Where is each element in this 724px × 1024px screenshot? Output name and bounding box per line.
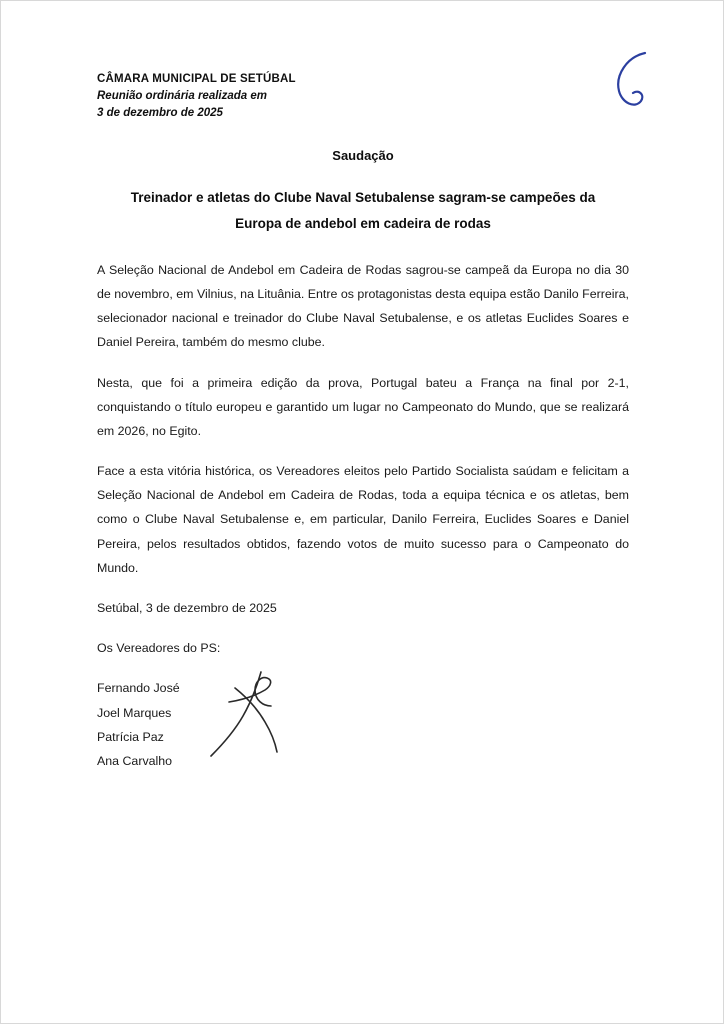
- signer-name: Joel Marques: [97, 705, 172, 720]
- signer-name: Patrícia Paz: [97, 729, 164, 744]
- signers-intro: Os Vereadores do PS:: [97, 641, 221, 656]
- meeting-line: Reunião ordinária realizada em: [97, 89, 268, 102]
- document-header: [97, 71, 629, 122]
- place-and-date: Setúbal, 3 de dezembro de 2025: [97, 601, 277, 616]
- institution-name: CÂMARA MUNICIPAL DE SETÚBAL: [97, 73, 296, 85]
- meeting-date: 3 de dezembro de 2025: [97, 106, 223, 119]
- signer-name: Fernando José: [97, 681, 180, 696]
- signers-list: [97, 676, 629, 773]
- paragraph-3: Face a esta vitória histórica, os Vereadores eleitos pelo Partido Socialista saúdam e felicitam a Seleção Nacional de Andebol em Cadeira de Rodas, toda a equipa técnica e os atletas, bem como o Clube Naval Setubalense e, em particular, Danilo Ferreira, Euclides Soares e Daniel Pereira, pelos resultados obtidos, fazendo votos de muito sucesso para o Campeonato do Mundo.: [97, 464, 629, 575]
- subtitle-line-1: Treinador e atletas do Clube Naval Setubalense sagram-se campeões da: [130, 190, 596, 206]
- subtitle-line-2: Europa de andebol em cadeira de rodas: [235, 216, 491, 232]
- paragraph-1: A Seleção Nacional de Andebol em Cadeira de Rodas sagrou-se campeã da Europa no dia 30 de novembro, em Vilnius, na Lituânia. Entre os protagonistas desta equipa estão Danilo Ferreira, selecionador nacional e treinador do Clube Naval Setubalense, e os atletas Euclides Soares e Daniel Pereira, também do mesmo clube.: [97, 262, 629, 350]
- document-subtitle: [97, 185, 629, 238]
- document-title: Saudação: [332, 148, 394, 164]
- document-content: [97, 71, 629, 773]
- paragraph-2: Nesta, que foi a primeira edição da prova, Portugal bateu a França na final por 2-1, conquistando o título europeu e garantido um lugar no Campeonato do Mundo, que se realizará em 2026, no Egito.: [97, 375, 629, 438]
- signer-name: Ana Carvalho: [97, 753, 173, 768]
